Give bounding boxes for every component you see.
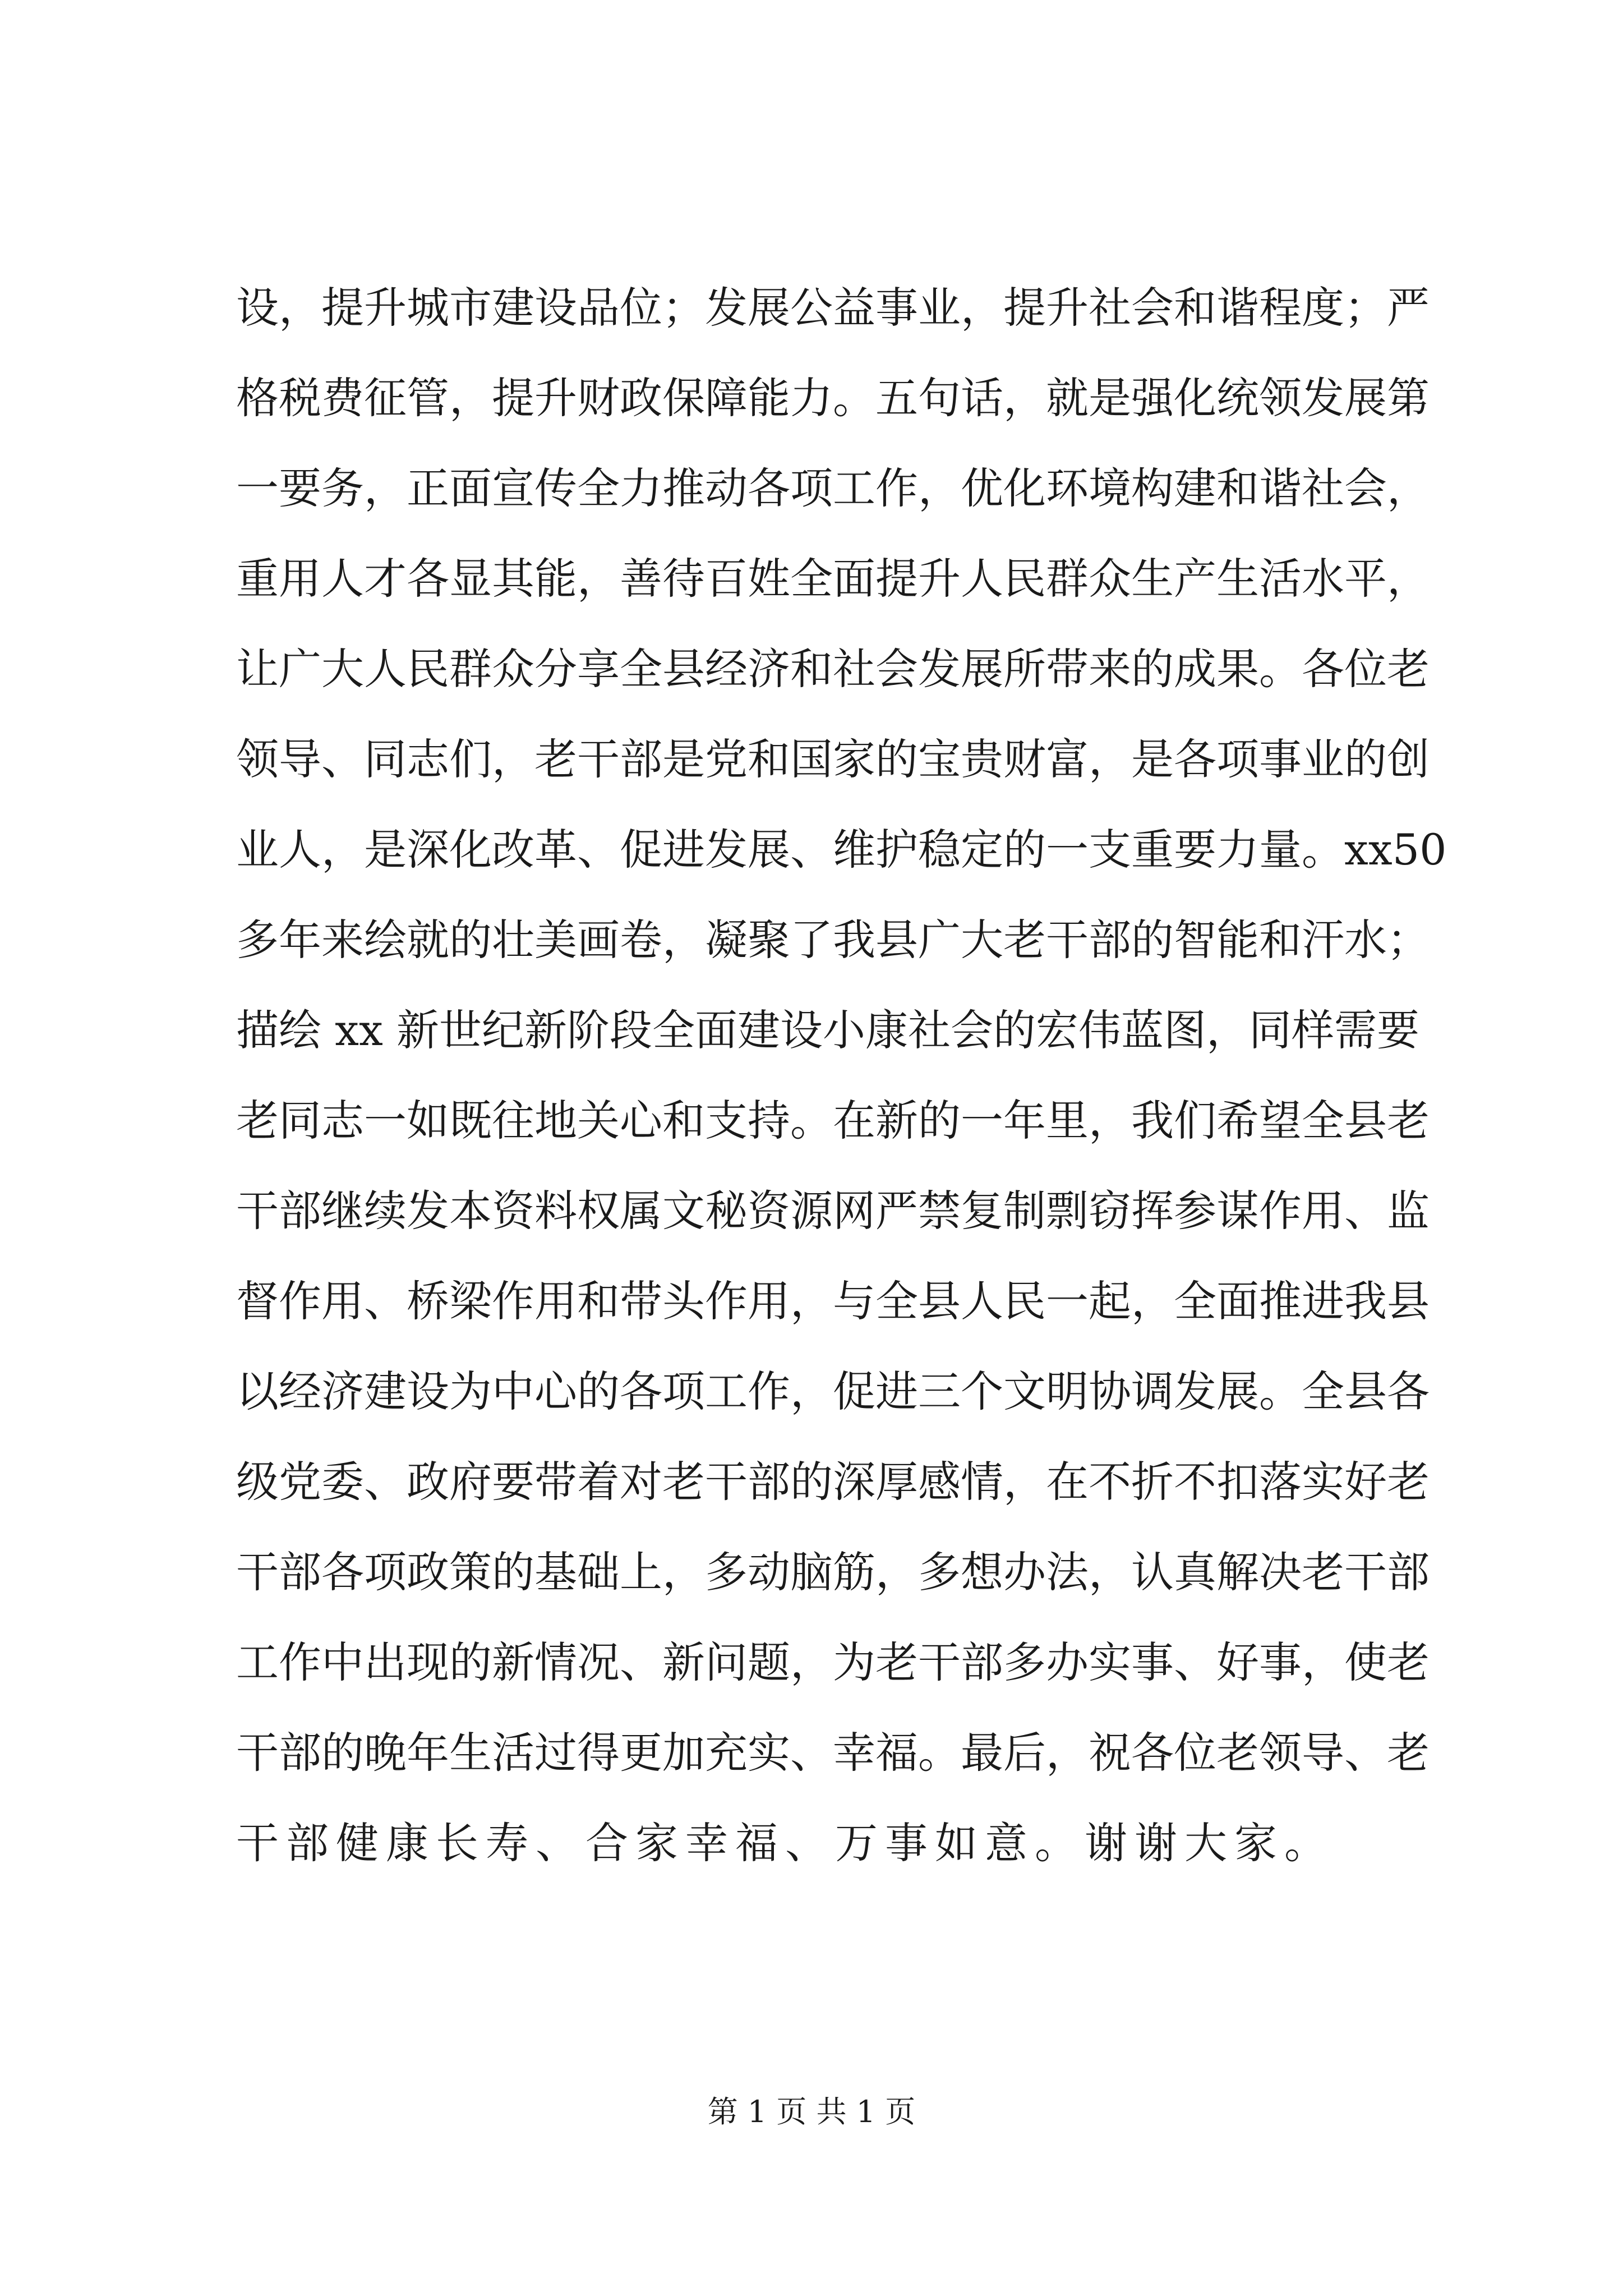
text-line: 重用人才各显其能，善待百姓全面提升人民群众生产生活水平， xyxy=(236,554,1430,604)
text-line: 一要务，正面宣传全力推动各项工作，优化环境构建和谐社会， xyxy=(236,463,1430,513)
text-line: 干部继续发本资料权属文秘资源网严禁复制剽窃挥参谋作用、监 xyxy=(236,1186,1430,1236)
text-line: 级党委、政府要带着对老干部的深厚感情，在不折不扣落实好老 xyxy=(236,1457,1430,1507)
text-line: 督作用、桥梁作用和带头作用，与全县人民一起，全面推进我县 xyxy=(236,1276,1430,1326)
text-line: 领导、同志们，老干部是党和国家的宝贵财富，是各项事业的创 xyxy=(236,734,1430,784)
text-line: 干部各项政策的基础上，多动脑筋，多想办法，认真解决老干部 xyxy=(236,1547,1430,1597)
page-footer xyxy=(0,2092,1623,2132)
text-line-last: 干部健康长寿、合家幸福、万事如意。谢谢大家。 xyxy=(236,1818,1334,1868)
text-line: 干部的晚年生活过得更加充实、幸福。最后，祝各位老领导、老 xyxy=(236,1728,1430,1778)
text-line: 多年来绘就的壮美画卷，凝聚了我县广大老干部的智能和汗水； xyxy=(236,915,1430,965)
text-line: 让广大人民群众分享全县经济和社会发展所带来的成果。各位老 xyxy=(236,644,1430,694)
text-line: 描绘 xx 新世纪新阶段全面建设小康社会的宏伟蓝图，同样需要 xyxy=(236,1005,1420,1055)
text-line: 老同志一如既往地关心和支持。在新的一年里，我们希望全县老 xyxy=(236,1096,1430,1145)
text-line: 业人，是深化改革、促进发展、维护稳定的一支重要力量。xx50 xyxy=(236,825,1447,875)
body-text xyxy=(236,263,1447,1888)
page-number-label: 第 1 页 共 1 页 xyxy=(707,2094,916,2129)
text-line: 以经济建设为中心的各项工作，促进三个文明协调发展。全县各 xyxy=(236,1366,1430,1416)
text-line: 格税费征管，提升财政保障能力。五句话，就是强化统领发展第 xyxy=(236,373,1430,423)
text-line: 设，提升城市建设品位；发展公益事业，提升社会和谐程度；严 xyxy=(236,283,1430,333)
text-line: 工作中出现的新情况、新问题，为老干部多办实事、好事，使老 xyxy=(236,1637,1430,1687)
